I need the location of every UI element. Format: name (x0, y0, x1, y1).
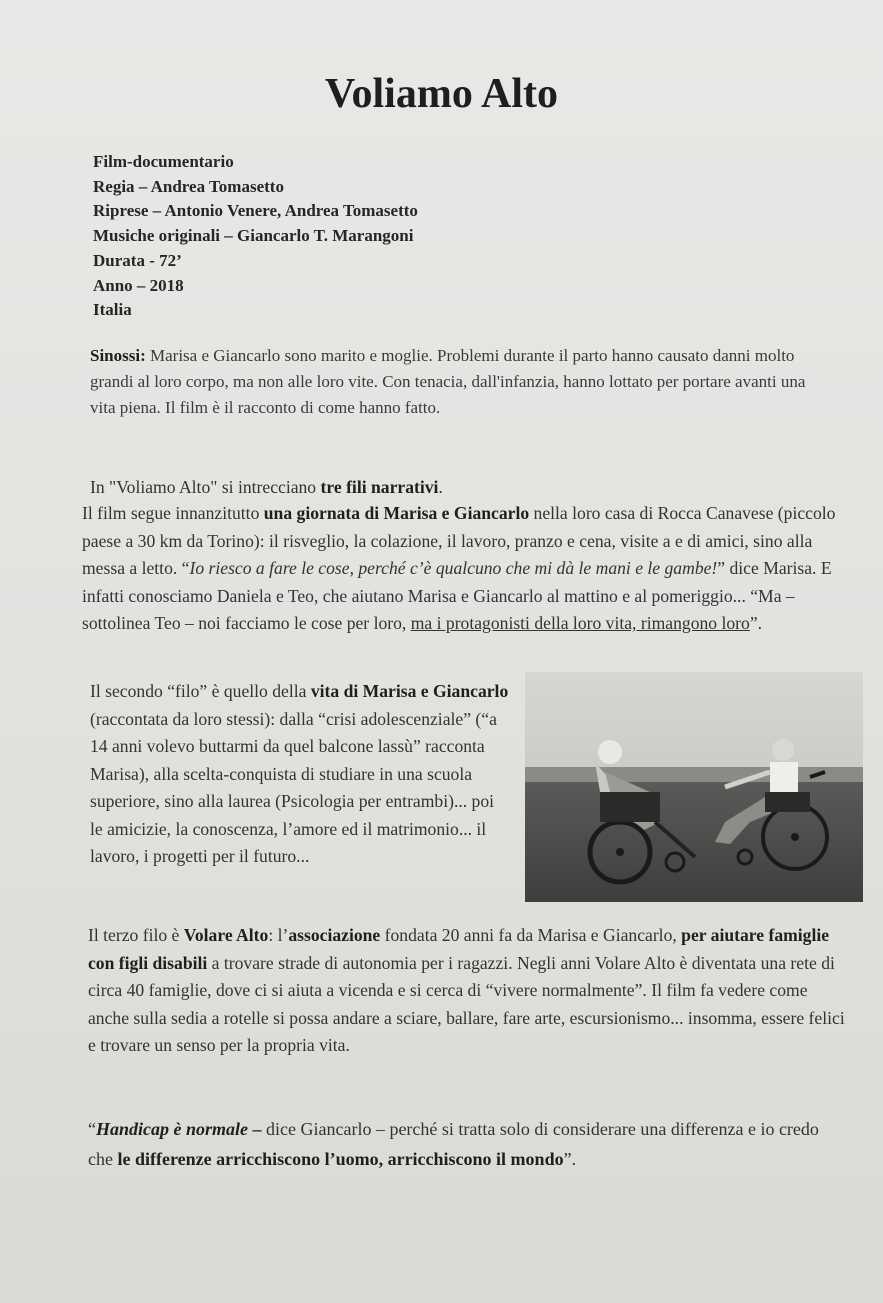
intro-bold: tre fili narrativi (320, 477, 439, 497)
first-thread-end: ”. (749, 613, 763, 633)
credit-line-duration: Durata - 72’ (93, 250, 182, 270)
third-thread-text: fondata 20 anni fa da Marisa e Giancarlo, (380, 925, 682, 945)
second-thread-text: (raccontata da loro stessi): dalla “crisi adolescenziale” (“a 14 anni volevo buttarmi da quel balcone lassù” racconta Marisa), alla scelta-conquista di studiare in una scuola superiore, sino alla laurea (Psicologia per entrambi)... poi le amicizie, la conoscenza, l’amore ed il matrimonio... il lavoro, i progetti per il futuro... (90, 708, 497, 866)
third-thread-text: : l’ (268, 925, 289, 945)
third-thread-bold: per aiutare famiglie con figli disabili (88, 925, 830, 973)
film-credits (93, 150, 418, 323)
third-thread-bold: associazione (288, 925, 381, 945)
quote-bold-italic: Handicap è normale (96, 1119, 248, 1139)
photo-image (525, 672, 863, 902)
first-thread-paragraph (82, 500, 842, 638)
third-thread-paragraph (88, 922, 848, 1060)
synopsis-paragraph (90, 343, 835, 421)
first-thread-text: Il film segue innanzitutto (82, 503, 264, 523)
third-thread-bold: Volare Alto (183, 925, 269, 945)
quote-dash: – (248, 1119, 262, 1139)
credit-line-music: Musiche originali – Giancarlo T. Marangoni (93, 226, 414, 246)
second-thread-bold: vita di Marisa e Giancarlo (310, 681, 509, 701)
intro-end: . (438, 477, 443, 497)
synopsis-text: Marisa e Giancarlo sono marito e moglie. Problemi durante il parto hanno causato danni molto grandi al loro corpo, ma non alle loro vite. Con tenacia, dall'infanzia, hanno lottato per portare avanti una vita piena. Il film è il racconto di come hanno fatto. (90, 346, 806, 417)
quote-text: dice Giancarlo – perché si tratta solo di considerare una differenza e io credo che (88, 1119, 819, 1169)
third-thread-text: Il terzo filo è (88, 925, 184, 945)
first-thread-bold: una giornata di Marisa e Giancarlo (263, 503, 530, 523)
second-thread-paragraph (90, 678, 510, 871)
first-thread-underlined: ma i protagonisti della loro vita, rimangono loro (410, 613, 750, 633)
intro-text: In "Voliamo Alto" si intrecciano (90, 477, 321, 497)
credit-line-director: Regia – Andrea Tomasetto (93, 176, 284, 196)
second-thread-text: Il secondo “filo” è quello della (90, 681, 311, 701)
quote-end: ”. (563, 1148, 577, 1169)
first-thread-quote: Io riesco a fare le cose, perché c’è qualcuno che mi dà le mani e le gambe! (189, 558, 718, 578)
credit-line-year: Anno – 2018 (93, 275, 184, 295)
wheelchair-beach-photo (525, 672, 863, 902)
quote-paragraph (88, 1115, 848, 1174)
intro-paragraph (90, 474, 835, 502)
credit-line-camera: Riprese – Antonio Venere, Andrea Tomasetto (93, 201, 418, 221)
first-thread-text: nella loro casa di Rocca Canavese (piccolo paese a 30 km da Torino): il risveglio, la colazione, il lavoro, pranzo e cena, visite a e di amici, sino alla messa a letto. “ (82, 503, 836, 578)
first-thread-text: ” dice Marisa. E infatti conosciamo Daniela e Teo, che aiutano Marisa e Giancarlo al mattino e al pomeriggio... “Ma – sottolinea Teo – noi facciamo le cose per loro, (82, 558, 832, 633)
credit-line-type: Film-documentario (93, 152, 234, 171)
third-thread-text: a trovare strade di autonomia per i ragazzi. Negli anni Volare Alto è diventata una rete di circa 40 famiglie, dove ci si aiuta a vicenda e si cerca di “vivere normalmente”. Il film fa vedere come anche sulla sedia a rotelle si possa andare a sciare, ballare, fare arte, escursionismo... insomma, essere felici e trovare un senso per la propria vita. (88, 952, 845, 1055)
quote-bold: le differenze arricchiscono l’uomo, arricchiscono il mondo (117, 1148, 564, 1169)
synopsis-label: Sinossi: (90, 346, 146, 365)
credit-line-country: Italia (93, 300, 132, 320)
quote-mark: “ (88, 1119, 96, 1139)
document-title: Voliamo Alto (325, 71, 558, 117)
